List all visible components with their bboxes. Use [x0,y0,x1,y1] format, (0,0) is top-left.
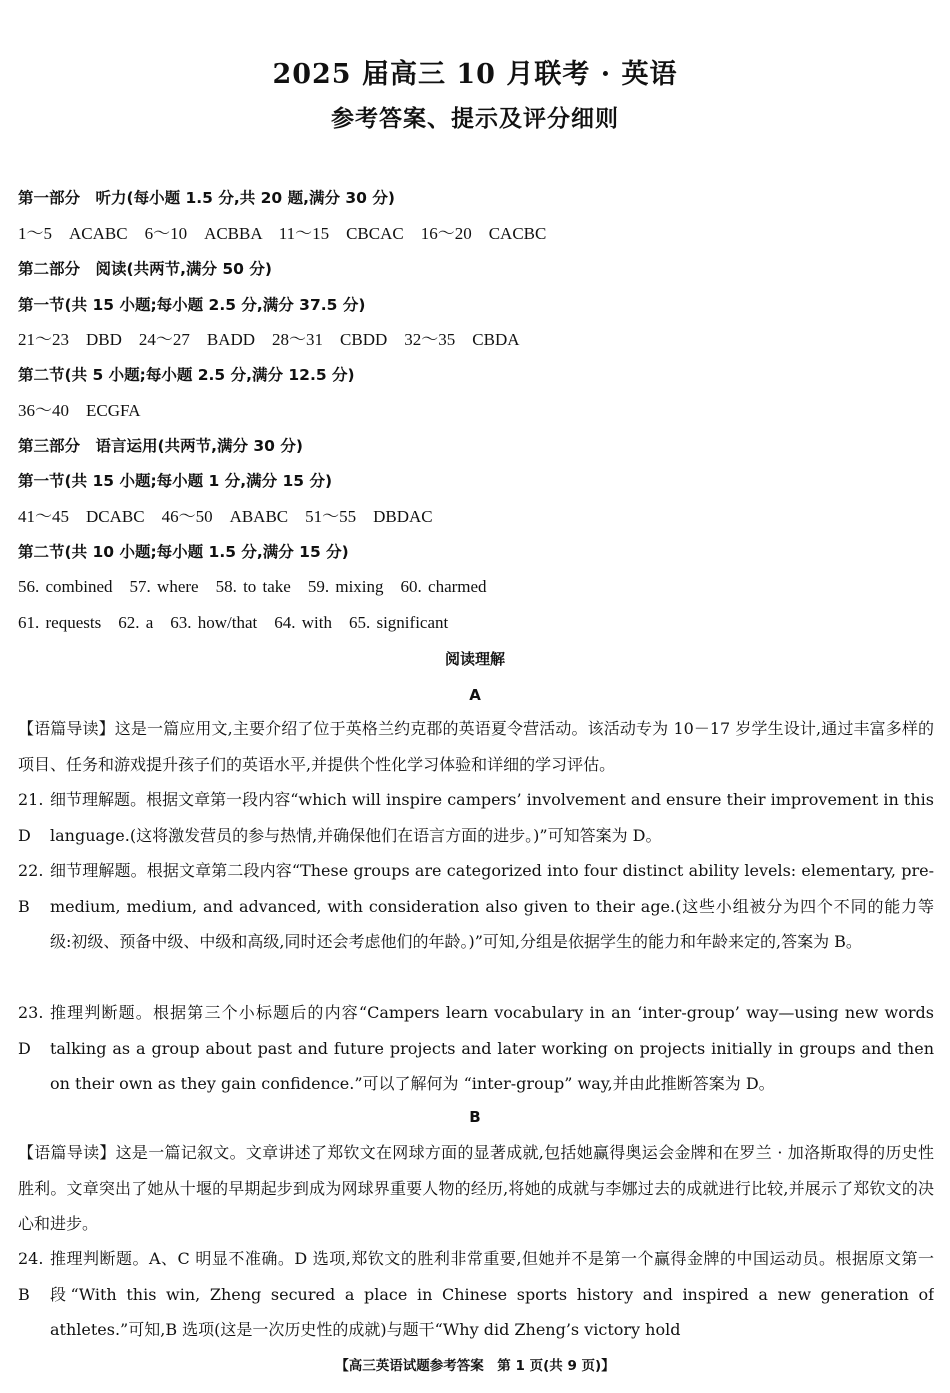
part2-section2-answers: 36～40 ECGFA [18,401,141,420]
part1-answers: 1～5 ACABC 6～10 ACBBA 11～15 CBCAC 16～20 CACBC [18,224,547,243]
page-title: 2025 届高三 10 月联考 · 英语 [272,59,678,90]
question-21-answer: 21. D [18,790,44,845]
question-23-explanation: 推理判断题。根据第三个小标题后的内容“Campers learn vocabulary in an ‘inter-group’ way—using new words talking as a group about past and future projects and later working on projects initially in groups and then on their own as they gain confidence.”可以了解何为 “inter-group” way,并由此推断答案为 D。 [50,1003,934,1093]
section-a-label: A [469,686,481,704]
question-21-explanation: 细节理解题。根据文章第一段内容“which will inspire campers’ involvement and ensure their improvement in this language.(这将激发营员的参与热情,并确保他们在语言方面的进步。)”可知答案为 D。 [50,790,934,845]
question-23-answer: 23. D [18,1003,44,1058]
part3-section2-heading: 第二节(共 10 小题;每小题 1.5 分,满分 15 分) [18,543,349,561]
question-22-explanation: 细节理解题。根据文章第二段内容“These groups are categorized into four distinct ability levels: elementary, pre-medium, medium, and advanced, with consideration also given to their age.(这些小组被分为四个不同的能力等级:初级、预备中级、中级和高级,同时还会考虑他们的年龄。)”可知,分组是依据学生的能力和年龄来定的,答案为 B。 [50,861,934,951]
section-b-intro: 【语篇导读】这是一篇记叙文。文章讲述了郑钦文在网球方面的显著成就,包括她赢得奥运会金牌和在罗兰 · 加洛斯取得的历史性胜利。文章突出了她从十堰的早期起步到成为网球界重要人物的经历,将她的成就与李娜过去的成就进行比较,并展示了郑钦文的决心和进步。 [18,1143,934,1233]
question-24-explanation: 推理判断题。A、C 明显不准确。D 选项,郑钦文的胜利非常重要,但她并不是第一个赢得金牌的中国运动员。根据原文第一段“With this win, Zheng secured a place in Chinese sports history and inspired a new generation of athletes.”可知,B 选项(这是一次历史性的成就)与题干“Why did Zheng’s victory hold [50,1249,934,1339]
part2-section1-heading: 第一节(共 15 小题;每小题 2.5 分,满分 37.5 分) [18,296,366,314]
part2-section1-answers: 21～23 DBD 24～27 BADD 28～31 CBDD 32～35 CBDA [18,330,520,349]
part3-heading: 第三部分 语言运用(共两节,满分 30 分) [18,437,303,455]
question-24-answer: 24. B [18,1249,44,1304]
part3-section1-heading: 第一节(共 15 小题;每小题 1 分,满分 15 分) [18,472,333,490]
part2-heading: 第二部分 阅读(共两节,满分 50 分) [18,260,272,278]
question-22-answer: 22. B [18,861,44,916]
part1-heading: 第一部分 听力(每小题 1.5 分,共 20 题,满分 30 分) [18,189,395,207]
question-24 [18,1241,934,1347]
part3-section1-answers: 41～45 DCABC 46～50 ABABC 51～55 DBDAC [18,507,433,526]
part3-section2-answers-row1: 56. combined 57. where 58. to take 59. mixing 60. charmed [18,577,487,596]
part2-section2-heading: 第二节(共 5 小题;每小题 2.5 分,满分 12.5 分) [18,366,355,384]
page-footer: 【高三英语试题参考答案 第 1 页(共 9 页)】 [335,1358,615,1374]
section-b-label: B [469,1108,481,1126]
part3-section2-answers-row2: 61. requests 62. a 63. how/that 64. with 65. significant [18,613,449,632]
reading-heading: 阅读理解 [444,650,505,668]
section-a-intro: 【语篇导读】这是一篇应用文,主要介绍了位于英格兰约克郡的英语夏令营活动。该活动专为 10－17 岁学生设计,通过丰富多样的项目、任务和游戏提升孩子们的英语水平,并提供个性化学习体验和详细的学习评估。 [18,719,934,774]
page-subtitle: 参考答案、提示及评分细则 [331,105,619,132]
question-21 [18,782,934,853]
question-22 [18,853,934,960]
question-23 [18,995,934,1102]
